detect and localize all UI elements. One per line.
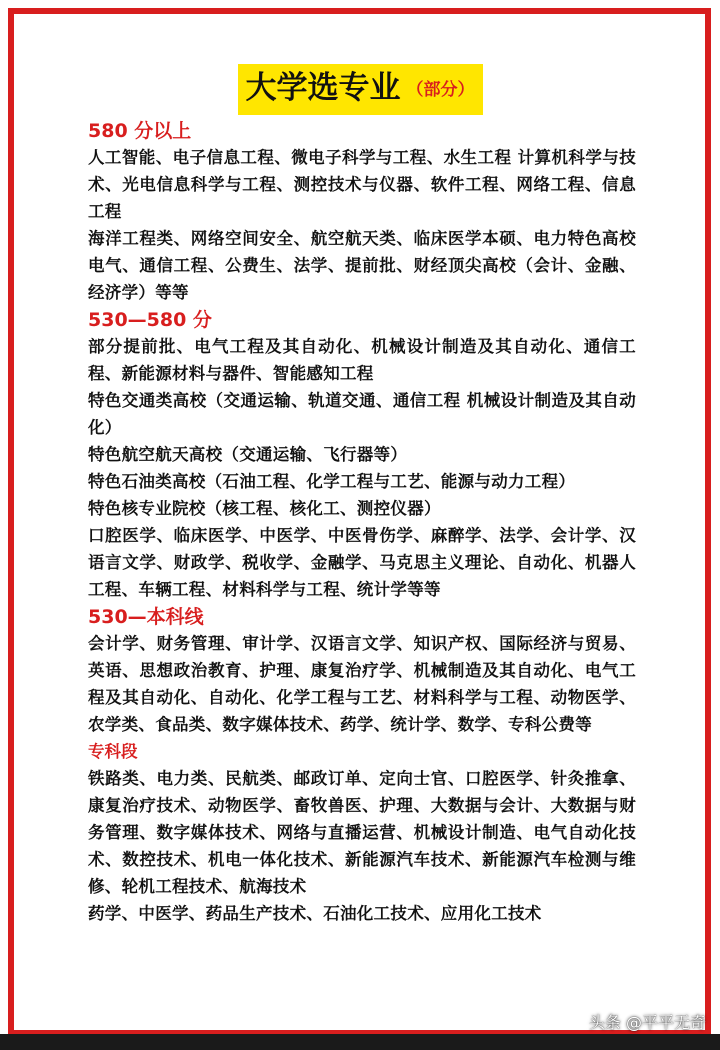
section-paragraph: 口腔医学、临床医学、中医学、中医骨伤学、麻醉学、法学、会计学、汉语言文学、财政学、税收学、金融学、马克思主义理论、自动化、机器人工程、车辆工程、材料科学与工程、统计学等等 xyxy=(88,526,636,599)
section-heading: 专科段 xyxy=(88,742,138,761)
page-title-sub: （部分） xyxy=(406,80,475,100)
bottom-bar xyxy=(0,1034,720,1050)
watermark-text: 头条 @平平无奇 xyxy=(588,1013,706,1032)
section-paragraph: 特色石油类高校（石油工程、化学工程与工艺、能源与动力工程） xyxy=(88,472,576,491)
section-paragraph: 药学、中医学、药品生产技术、石油化工技术、应用化工技术 xyxy=(88,904,542,923)
page-title xyxy=(238,64,483,115)
section-paragraph: 特色航空航天高校（交通运输、飞行器等） xyxy=(88,445,408,464)
section-530-580 xyxy=(88,307,636,603)
section-580-plus xyxy=(88,118,636,306)
main-content xyxy=(88,117,636,927)
section-paragraph: 部分提前批、电气工程及其自动化、机械设计制造及其自动化、通信工程、新能源材料与器件、智能感知工程 xyxy=(88,337,636,383)
section-heading: 530—580 分 xyxy=(88,309,212,331)
section-paragraph: 铁路类、电力类、民航类、邮政订单、定向士官、口腔医学、针灸推拿、康复治疗技术、动物医学、畜牧兽医、护理、大数据与会计、大数据与财务管理、数字媒体技术、网络与直播运营、机械设计制造、电气自动化技术、数控技术、机电一体化技术、新能源汽车技术、新能源汽车检测与维修、轮机工程技术、航海技术 xyxy=(88,769,636,896)
section-junior-college xyxy=(88,739,636,927)
section-530-to-undergrad-line xyxy=(88,604,636,738)
section-paragraph: 特色核专业院校（核工程、核化工、测控仪器） xyxy=(88,499,441,518)
title-area xyxy=(0,64,720,115)
section-paragraph: 特色交通类高校（交通运输、轨道交通、通信工程 机械设计制造及其自动化） xyxy=(88,391,636,437)
page-title-main: 大学选专业 xyxy=(245,70,401,106)
section-paragraph: 海洋工程类、网络空间安全、航空航天类、临床医学本硕、电力特色高校电气、通信工程、公费生、法学、提前批、财经顶尖高校（会计、金融、经济学）等等 xyxy=(88,229,636,302)
section-paragraph: 会计学、财务管理、审计学、汉语言文学、知识产权、国际经济与贸易、英语、思想政治教育、护理、康复治疗学、机械制造及其自动化、电气工程及其自动化、自动化、化学工程与工艺、材料科学与工程、动物医学、农学类、食品类、数字媒体技术、药学、统计学、数学、专科公费等 xyxy=(88,634,636,734)
section-heading: 580 分以上 xyxy=(88,120,192,142)
section-paragraph: 人工智能、电子信息工程、微电子科学与工程、水生工程 计算机科学与技术、光电信息科学与工程、测控技术与仪器、软件工程、网络工程、信息工程 xyxy=(88,148,636,221)
section-heading: 530—本科线 xyxy=(88,606,204,628)
